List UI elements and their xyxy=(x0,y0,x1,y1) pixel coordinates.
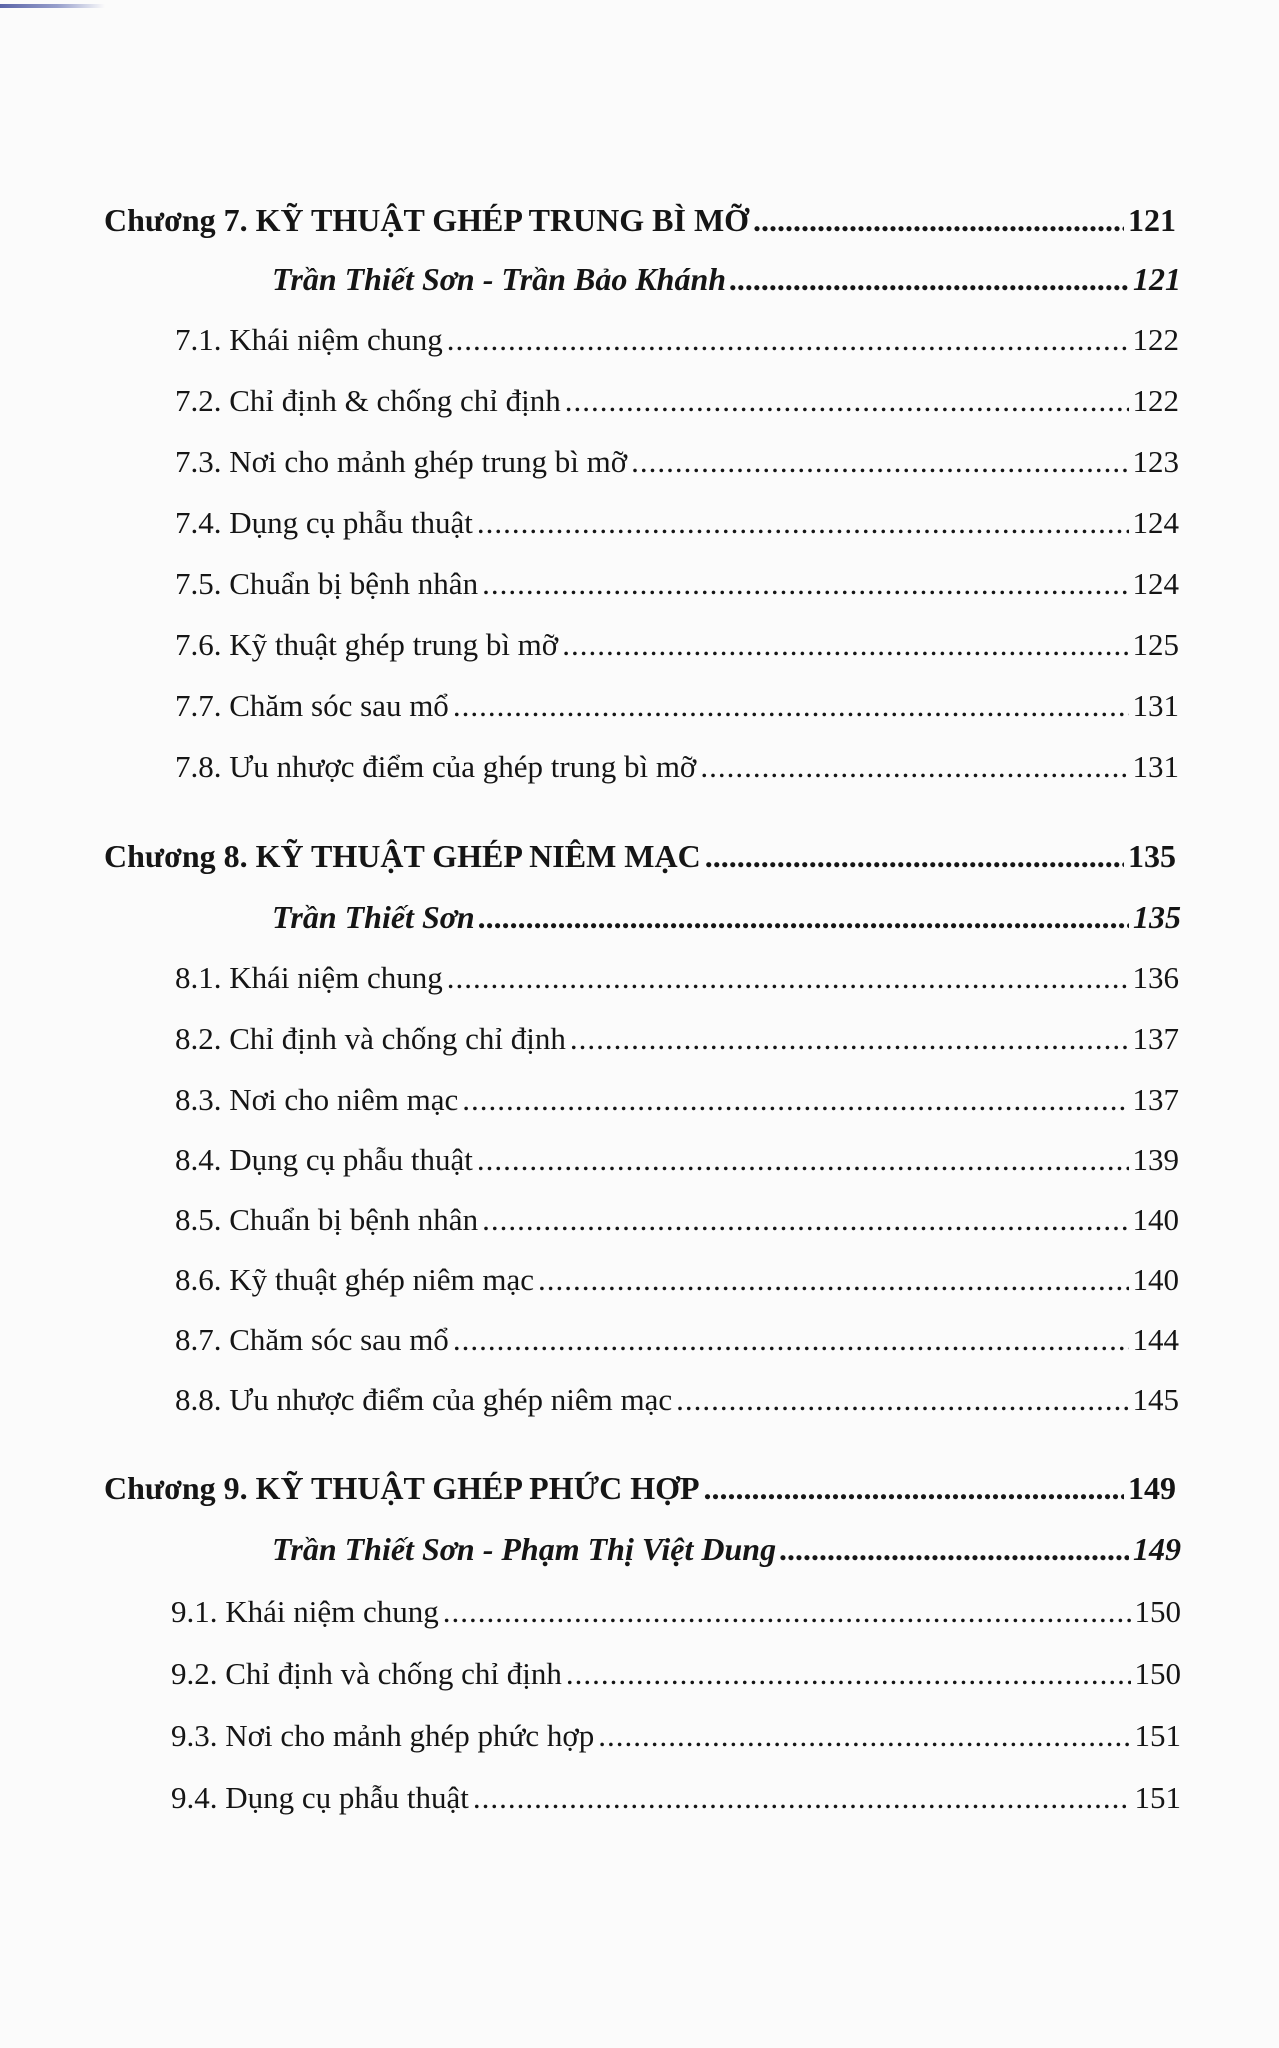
toc-section-entry xyxy=(175,743,1179,791)
toc-section-entry xyxy=(175,1316,1179,1364)
author-names: Trần Thiết Sơn xyxy=(272,899,475,935)
dot-leader xyxy=(447,954,1129,1002)
chapter-8-author xyxy=(272,893,1181,941)
page-number: 121 xyxy=(1133,261,1181,297)
section-title: 7.6. Kỹ thuật ghép trung bì mỡ xyxy=(175,627,559,662)
chapter-9-entry xyxy=(104,1464,1176,1512)
dot-leader xyxy=(479,893,1129,941)
chapter-8-entry xyxy=(104,832,1176,880)
page-number: 124 xyxy=(1132,566,1179,601)
page-number: 139 xyxy=(1132,1142,1179,1177)
chapter-title: Chương 8. KỸ THUẬT GHÉP NIÊM MẠC xyxy=(104,838,701,874)
section-title: 9.2. Chỉ định và chống chỉ định xyxy=(171,1656,562,1691)
section-title: 7.7. Chăm sóc sau mổ xyxy=(175,688,449,723)
dot-leader xyxy=(676,1376,1128,1424)
toc-section-entry xyxy=(175,1196,1179,1244)
page-number: 135 xyxy=(1133,899,1181,935)
toc-section-entry xyxy=(175,682,1179,730)
dot-leader xyxy=(477,1136,1129,1184)
chapter-9-author xyxy=(272,1525,1181,1573)
section-title: 8.8. Ưu nhược điểm của ghép niêm mạc xyxy=(175,1382,673,1417)
author-names: Trần Thiết Sơn - Phạm Thị Việt Dung xyxy=(272,1531,777,1567)
toc-section-entry xyxy=(175,1076,1179,1124)
dot-leader xyxy=(598,1712,1130,1760)
page-number: 131 xyxy=(1132,688,1179,723)
dot-leader xyxy=(473,1774,1131,1822)
dot-leader xyxy=(462,1076,1128,1124)
section-title: 7.8. Ưu nhược điểm của ghép trung bì mỡ xyxy=(175,749,697,784)
dot-leader xyxy=(482,560,1128,608)
page-number: 125 xyxy=(1132,627,1179,662)
author-names: Trần Thiết Sơn - Trần Bảo Khánh xyxy=(272,261,727,297)
page-number: 137 xyxy=(1132,1082,1179,1117)
section-title: 8.6. Kỹ thuật ghép niêm mạc xyxy=(175,1262,534,1297)
page-number: 145 xyxy=(1132,1382,1179,1417)
page-number: 131 xyxy=(1132,749,1179,784)
page-number: 123 xyxy=(1132,444,1179,479)
toc-section-entry xyxy=(175,1256,1179,1304)
toc-section-entry xyxy=(171,1774,1181,1822)
toc-section-entry xyxy=(171,1588,1181,1636)
page-number: 144 xyxy=(1132,1322,1179,1357)
toc-section-entry xyxy=(175,438,1179,486)
dot-leader xyxy=(447,316,1129,364)
page-number: 136 xyxy=(1132,960,1179,995)
page-number: 137 xyxy=(1132,1021,1179,1056)
dot-leader xyxy=(482,1196,1128,1244)
dot-leader xyxy=(631,438,1128,486)
dot-leader xyxy=(730,255,1129,303)
dot-leader xyxy=(570,1015,1129,1063)
dot-leader xyxy=(566,1650,1131,1698)
page-number: 149 xyxy=(1133,1531,1181,1567)
chapter-title: Chương 9. KỸ THUẬT GHÉP PHỨC HỢP xyxy=(104,1470,700,1506)
dot-leader xyxy=(538,1256,1129,1304)
page-number: 124 xyxy=(1132,505,1179,540)
section-title: 8.4. Dụng cụ phẫu thuật xyxy=(175,1142,473,1177)
dot-leader xyxy=(700,743,1128,791)
page-number: 149 xyxy=(1128,1470,1176,1506)
page-number: 135 xyxy=(1128,838,1176,874)
dot-leader xyxy=(704,1464,1124,1512)
page-number: 150 xyxy=(1134,1656,1181,1691)
section-title: 8.7. Chăm sóc sau mổ xyxy=(175,1322,449,1357)
toc-section-entry xyxy=(175,1015,1179,1063)
dot-leader xyxy=(780,1525,1129,1573)
section-title: 7.3. Nơi cho mảnh ghép trung bì mỡ xyxy=(175,444,628,479)
toc-section-entry xyxy=(175,1136,1179,1184)
chapter-7-entry xyxy=(104,196,1176,244)
toc-section-entry xyxy=(175,316,1179,364)
chapter-title: Chương 7. KỸ THUẬT GHÉP TRUNG BÌ MỠ xyxy=(104,202,750,238)
section-title: 9.1. Khái niệm chung xyxy=(171,1594,439,1629)
section-title: 7.2. Chỉ định & chống chỉ định xyxy=(175,383,561,418)
section-title: 9.3. Nơi cho mảnh ghép phức hợp xyxy=(171,1718,595,1753)
toc-section-entry xyxy=(175,954,1179,1002)
toc-section-entry xyxy=(175,560,1179,608)
section-title: 8.5. Chuẩn bị bệnh nhân xyxy=(175,1202,479,1237)
section-title: 7.5. Chuẩn bị bệnh nhân xyxy=(175,566,479,601)
toc-section-entry xyxy=(175,1376,1179,1424)
dot-leader xyxy=(453,682,1129,730)
dot-leader xyxy=(565,377,1129,425)
section-title: 8.1. Khái niệm chung xyxy=(175,960,443,995)
dot-leader xyxy=(753,196,1124,244)
toc-section-entry xyxy=(175,377,1179,425)
section-title: 9.4. Dụng cụ phẫu thuật xyxy=(171,1780,469,1815)
toc-section-entry xyxy=(171,1712,1181,1760)
dot-leader xyxy=(562,621,1128,669)
chapter-7-author xyxy=(272,255,1181,303)
page-number: 140 xyxy=(1132,1202,1179,1237)
dot-leader xyxy=(705,832,1124,880)
section-title: 7.1. Khái niệm chung xyxy=(175,322,443,357)
dot-leader xyxy=(443,1588,1131,1636)
section-title: 7.4. Dụng cụ phẫu thuật xyxy=(175,505,473,540)
section-title: 8.2. Chỉ định và chống chỉ định xyxy=(175,1021,566,1056)
dot-leader xyxy=(453,1316,1129,1364)
toc-section-entry xyxy=(175,499,1179,547)
toc-section-entry xyxy=(171,1650,1181,1698)
page-number: 122 xyxy=(1132,383,1179,418)
page-number: 121 xyxy=(1128,202,1176,238)
page-number: 151 xyxy=(1134,1780,1181,1815)
toc-section-entry xyxy=(175,621,1179,669)
dot-leader xyxy=(477,499,1129,547)
page-number: 140 xyxy=(1132,1262,1179,1297)
page-number: 150 xyxy=(1134,1594,1181,1629)
section-title: 8.3. Nơi cho niêm mạc xyxy=(175,1082,459,1117)
page-number: 122 xyxy=(1132,322,1179,357)
page-number: 151 xyxy=(1134,1718,1181,1753)
